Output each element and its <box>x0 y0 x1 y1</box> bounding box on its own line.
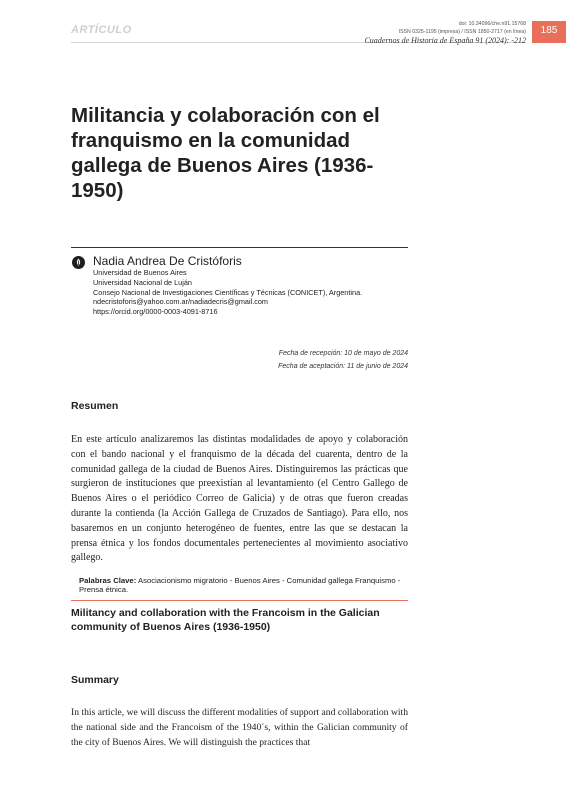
page-number-badge: 185 <box>532 21 566 43</box>
author-email[interactable]: ndecristoforis@yahoo.com.ar/nadiadecris@gmail.com <box>93 297 269 307</box>
submission-dates <box>278 347 408 373</box>
doi-text[interactable]: doi: 10.34096/che.n91.15768 <box>458 21 526 27</box>
journal-citation: Cuadernos de Historia de España 91 (2024): -212 <box>364 36 526 45</box>
issn-text: ISSN 0325-1195 (impresa) / ISSN 1850-2717 (en línea) <box>398 28 526 35</box>
resumen-text: En este artículo analizaremos las distintas modalidades de apoyo y colaboración con el bando nacional y el franquismo de la década del cuarenta, dentro de la comunidad gallega de la ciudad de Buenos Aires. Distinguiremos las prácticas que surgieron de instituciones que preexistían al levantamiento (el Centro Gallego de Buenos Aires o el periódico Correo de Galicia) y de otras que fueron creadas durante la contienda (la Acción Gallega de Cruzados de Santiago). Para ello, nos basaremos en un conjunto heterogéneo de fuentes, entre las que se destacan la prensa étnica y los fondos documentales pertenecientes al movimiento asociativo gallego. <box>71 434 408 564</box>
title-divider <box>71 247 408 248</box>
summary-heading: Summary <box>71 674 119 686</box>
affiliation-line: Universidad de Buenos Aires <box>93 268 187 277</box>
keywords <box>79 576 409 594</box>
keywords-divider <box>71 600 408 601</box>
section-label: ARTÍCULO <box>71 24 132 36</box>
author-affiliations <box>93 268 362 317</box>
english-title: Militancy and collaboration with the Francoism in the Galician community of Buenos Aires (1936-1950) <box>71 607 380 633</box>
author-name: Nadia Andrea De Cristóforis <box>93 254 242 268</box>
accepted-date: Fecha de aceptación: 11 de junio de 2024 <box>278 363 408 370</box>
resumen-heading: Resumen <box>71 400 119 412</box>
article-title: Militancia y colaboración con el franquismo en la comunidad gallega de Buenos Aires (1936-1950) <box>71 104 380 202</box>
affiliation-line: Universidad Nacional de Luján <box>93 277 192 287</box>
keywords-label: Palabras Clave: <box>79 576 137 585</box>
summary-text: In this article, we will discuss the different modalities of support and collaboration with the national side and the Francoism of the 1940´s, within the Galician community of the city of Buenos Aires. We will distinguish the practices that <box>71 707 408 748</box>
author-orcid-link[interactable]: https://orcid.org/0000-0003-4091-8716 <box>93 307 218 317</box>
journal-meta <box>364 21 526 45</box>
orcid-icon[interactable] <box>72 256 85 269</box>
received-date: Fecha de recepción: 10 de mayo de 2024 <box>278 350 408 357</box>
keywords-text: Asociacionismo migratorio - Buenos Aires - Comunidad gallega Franquismo - Prensa étnica. <box>79 576 401 594</box>
affiliation-line: Consejo Nacional de Investigaciones Científicas y Técnicas (CONICET), Argentina. <box>93 287 363 297</box>
